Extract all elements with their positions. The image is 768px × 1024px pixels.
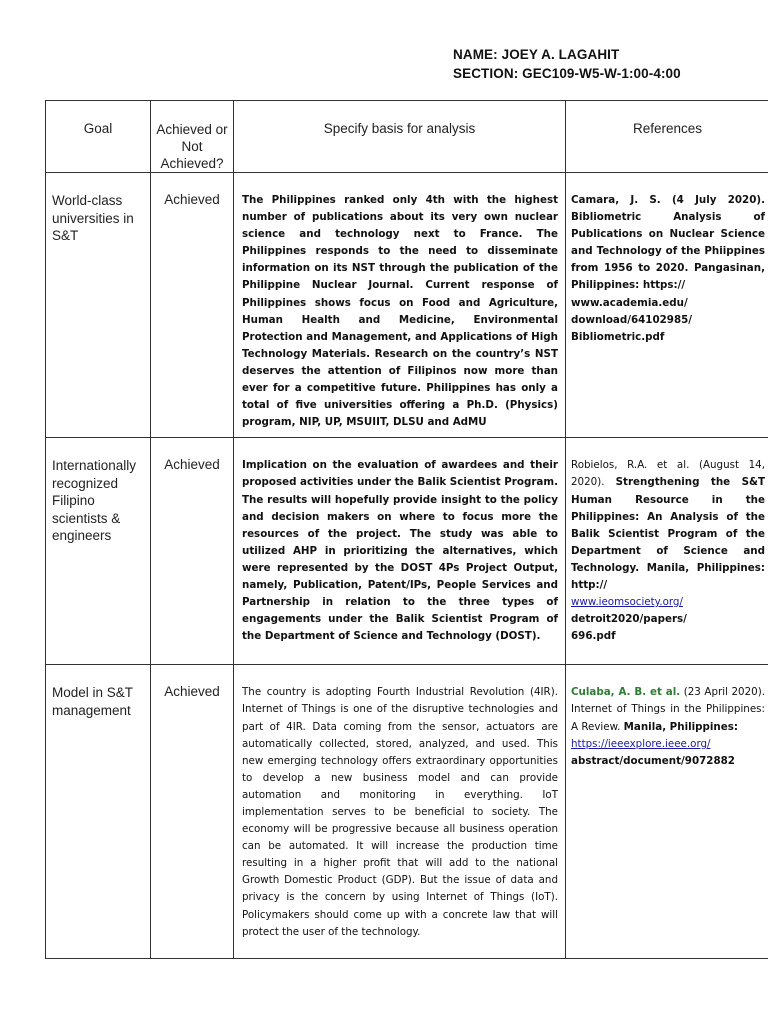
achieved-cell: Achieved [151,665,234,959]
table-row [46,438,768,665]
achieved-cell: Achieved [151,438,234,665]
column-header-achieved: Achieved or Not Achieved? [151,101,234,173]
achieved-cell: Achieved [151,173,234,438]
reference-text: Camara, J. S. (4 July 2020). Bibliometric Analysis of Publications on Nuclear Science and Technology of the Phiippines from 1956 to 2020. Pangasinan, Philippines: https:// [571,194,765,292]
reference-text: (23 April 2020). Internet of Things in the Philippines: A Review. [571,686,765,733]
reference-place: Manila, Philippines: [623,720,738,733]
basis-cell: The country is adopting Fourth Industrial Revolution (4IR). Internet of Things is one of the disruptive technologies and part of 4IR. Data coming from the sensor, actuators are automatically collected, stored, analyzed, and used. This new emerging technology offers extraordinary opportunities to develop a new business model and can provide automation and monitoring in everything. IoT implementation serves to be beneficial to society. The economy will be progressive because all business operation can be automated. It will increase the production time resulting in a higher profit that will add to the national Growth Domestic Product (GDP). But the issue of data and privacy is the concern by using Internet of Things (IoT). Policymakers should come up with a concrete law that will protect the user of the technology. [234,665,566,959]
goal-cell: Model in S&T management [46,665,151,959]
column-header-references: References [566,101,768,173]
table-header-row [46,101,768,173]
basis-cell: The Philippines ranked only 4th with the highest number of publications about its very own nuclear science and technology next to France. The Philippines responds to the need to disseminate information on its NST through the publication of the Philippine Nuclear Journal. Current response of Philippines shows focus on Food and Agriculture, Human Health and Medicine, Environmental Protection and Management, and Applications of High Technology Materials. Research on the country’s NST deserves the attention of Filipinos now more than ever for a competitive future. Philippines has only a total of five universities offering a Ph.D. (Physics) program, NIP, UP, MSUIIT, DLSU and AdMU [234,173,566,438]
reference-cell [566,173,768,438]
table-row [46,665,768,959]
reference-url-part: abstract/document/9072882 [571,754,735,767]
reference-url-part: Bibliometric.pdf [571,330,665,343]
student-section: SECTION: GEC109-W5-W-1:00-4:00 [453,66,681,81]
reference-url-part: 696.pdf [571,630,616,643]
goal-cell: Internationally recognized Filipino scientists & engineers [46,438,151,665]
reference-text: Strengthening the S&T Human Resource in the Philippines: An Analysis of the Balik Scientist Program of the Department of Science and Technology. Manila, Philippines: http:// [571,476,765,591]
reference-author: Culaba, A. B. et al. [571,686,681,699]
reference-url-part: www.academia.edu/ [571,296,688,309]
reference-link[interactable]: https://ieeexplore.ieee.org/ [571,737,711,750]
analysis-table [45,100,768,959]
column-header-basis: Specify basis for analysis [234,101,566,173]
document-header [453,45,681,83]
table-row [46,173,768,438]
reference-cell [566,665,768,959]
student-name: NAME: JOEY A. LAGAHIT [453,47,620,62]
reference-author: Robielos, R.A. et al. (August 14, 2020). [571,459,765,489]
goal-cell: World-class universities in S&T [46,173,151,438]
basis-cell: Implication on the evaluation of awardees and their proposed activities under the Balik Scientist Program. The results will hopefully provide insight to the policy and decision makers on where to focus more the resources of the project. The study was able to utilized AHP in prioritizing the alternatives, which were represented by the DOST 4Ps Project Output, namely, Publication, Patent/IPs, People Services and Partnership in relation to the three types of engagements under the Balik Scientist Program of the Department of Science and Technology (DOST). [234,438,566,665]
column-header-goal: Goal [46,101,151,173]
reference-url-part: detroit2020/papers/ [571,613,687,626]
reference-url-part: download/64102985/ [571,313,693,326]
reference-link[interactable]: www.ieomsociety.org/ [571,596,683,609]
reference-cell [566,438,768,665]
